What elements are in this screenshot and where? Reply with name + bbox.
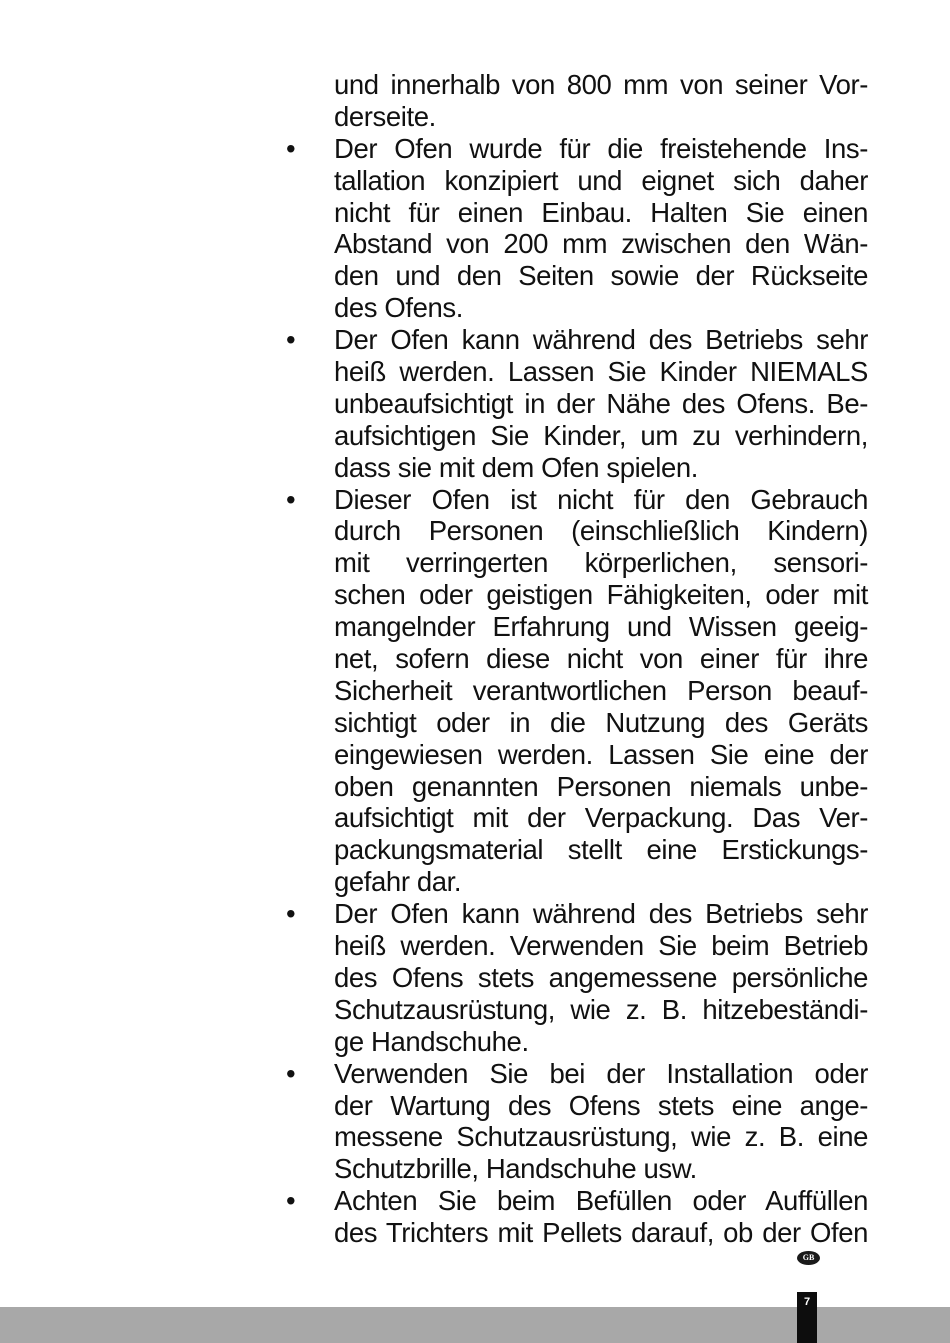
text-line: Sicherheit verantwortlichen Person beauf-	[334, 674, 868, 706]
text-line-row	[286, 1121, 868, 1153]
text-line-row	[286, 420, 868, 452]
text-line-row	[286, 866, 868, 898]
text-line: unbeaufsichtigt in der Nähe des Ofens. Be-	[334, 387, 868, 419]
bullet-first-line	[286, 484, 868, 516]
text-line-row	[286, 515, 868, 547]
bullet-first-line	[286, 1058, 868, 1090]
text-line-row	[286, 579, 868, 611]
page-number: 7	[803, 1296, 811, 1308]
text-line-row	[286, 739, 868, 771]
text-line-row	[286, 228, 868, 260]
text-line: des Ofens stets angemessene persönliche	[334, 961, 868, 993]
text-line-row	[286, 771, 868, 803]
text-line: Der Ofen wurde für die freistehende Ins-	[334, 132, 868, 164]
text-line: gefahr dar.	[334, 866, 462, 898]
text-line: heiß werden. Lassen Sie Kinder NIEMALS	[334, 356, 868, 388]
text-line: des Trichters mit Pellets darauf, ob der Ofen	[334, 1217, 868, 1249]
text-line-row	[286, 356, 868, 388]
text-line-row	[286, 1217, 868, 1249]
text-line: durch Personen (einschließlich Kindern)	[334, 515, 868, 547]
text-line: schen oder geistigen Fähigkeiten, oder mit	[334, 579, 868, 611]
text-line: oben genannten Personen niemals unbe-	[334, 770, 868, 802]
text-line: der Wartung des Ofens stets eine ange-	[334, 1089, 868, 1121]
text-line: Dieser Ofen ist nicht für den Gebrauch	[334, 483, 868, 515]
text-line: eingewiesen werden. Lassen Sie eine der	[334, 738, 868, 770]
text-line-row	[286, 1090, 868, 1122]
text-line-row	[286, 547, 868, 579]
text-line-row	[286, 69, 868, 101]
bullet-icon: •	[286, 1057, 296, 1089]
text-line: aufsichtigen Sie Kinder, um zu verhindern,	[334, 419, 868, 451]
text-line: sichtigt oder in die Nutzung des Geräts	[334, 706, 868, 738]
bullet-first-line	[286, 1185, 868, 1217]
text-line: Schutzbrille, Handschuhe usw.	[334, 1153, 697, 1185]
text-line: Abstand von 200 mm zwischen den Wän-	[334, 228, 868, 260]
text-line-row	[286, 101, 868, 133]
text-line-row	[286, 994, 868, 1026]
text-line: messene Schutzausrüstung, wie z. B. eine	[334, 1121, 868, 1153]
text-line-row	[286, 1026, 868, 1058]
bullet-first-line	[286, 898, 868, 930]
text-line-row	[286, 611, 868, 643]
bullet-icon: •	[286, 132, 296, 164]
text-line-row	[286, 197, 868, 229]
text-line: heiß werden. Verwenden Sie beim Betrieb	[334, 930, 868, 962]
text-line: ge Handschuhe.	[334, 1025, 529, 1057]
text-line: mit verringerten körperlichen, sensori-	[334, 547, 868, 579]
text-line: Achten Sie beim Befüllen oder Auffüllen	[334, 1185, 868, 1217]
bullet-icon: •	[286, 1185, 296, 1217]
bullet-icon: •	[286, 324, 296, 356]
text-line-row	[286, 930, 868, 962]
text-line-row	[286, 292, 868, 324]
text-line: Der Ofen kann während des Betriebs sehr	[334, 324, 868, 356]
text-line-row	[286, 962, 868, 994]
text-line-row	[286, 643, 868, 675]
text-line-row	[286, 165, 868, 197]
bullet-first-line	[286, 133, 868, 165]
text-line: nicht für einen Einbau. Halten Sie einen	[334, 196, 868, 228]
text-line: tallation konzipiert und eignet sich daher	[334, 164, 868, 196]
bullet-first-line	[286, 324, 868, 356]
bullet-icon: •	[286, 898, 296, 930]
text-line: des Ofens.	[334, 292, 463, 324]
text-line-row	[286, 388, 868, 420]
text-line-row	[286, 707, 868, 739]
text-line: den und den Seiten sowie der Rückseite	[334, 260, 868, 292]
text-line: net, sofern diese nicht von einer für ihre	[334, 643, 868, 675]
text-line: aufsichtigt mit der Verpackung. Das Ver-	[334, 802, 868, 834]
bullet-icon: •	[286, 483, 296, 515]
text-line-row	[286, 452, 868, 484]
text-line: packungsmaterial stellt eine Erstickungs-	[334, 834, 868, 866]
text-line-row	[286, 834, 868, 866]
document-body	[286, 69, 868, 1249]
language-badge: GB	[797, 1251, 820, 1265]
text-line: Schutzausrüstung, wie z. B. hitzebeständi-	[334, 993, 868, 1025]
text-line: Der Ofen kann während des Betriebs sehr	[334, 898, 868, 930]
text-line-row	[286, 802, 868, 834]
text-line-row	[286, 675, 868, 707]
text-line: und innerhalb von 800 mm von seiner Vor-	[334, 69, 868, 100]
text-line-row	[286, 1153, 868, 1185]
page-number-tab	[797, 1292, 817, 1343]
text-line-row	[286, 260, 868, 292]
text-line: mangelnder Erfahrung und Wissen geeig-	[334, 611, 868, 643]
text-line: Verwenden Sie bei der Installation oder	[334, 1057, 868, 1089]
text-line: derseite.	[334, 100, 436, 132]
text-line: dass sie mit dem Ofen spielen.	[334, 451, 699, 483]
